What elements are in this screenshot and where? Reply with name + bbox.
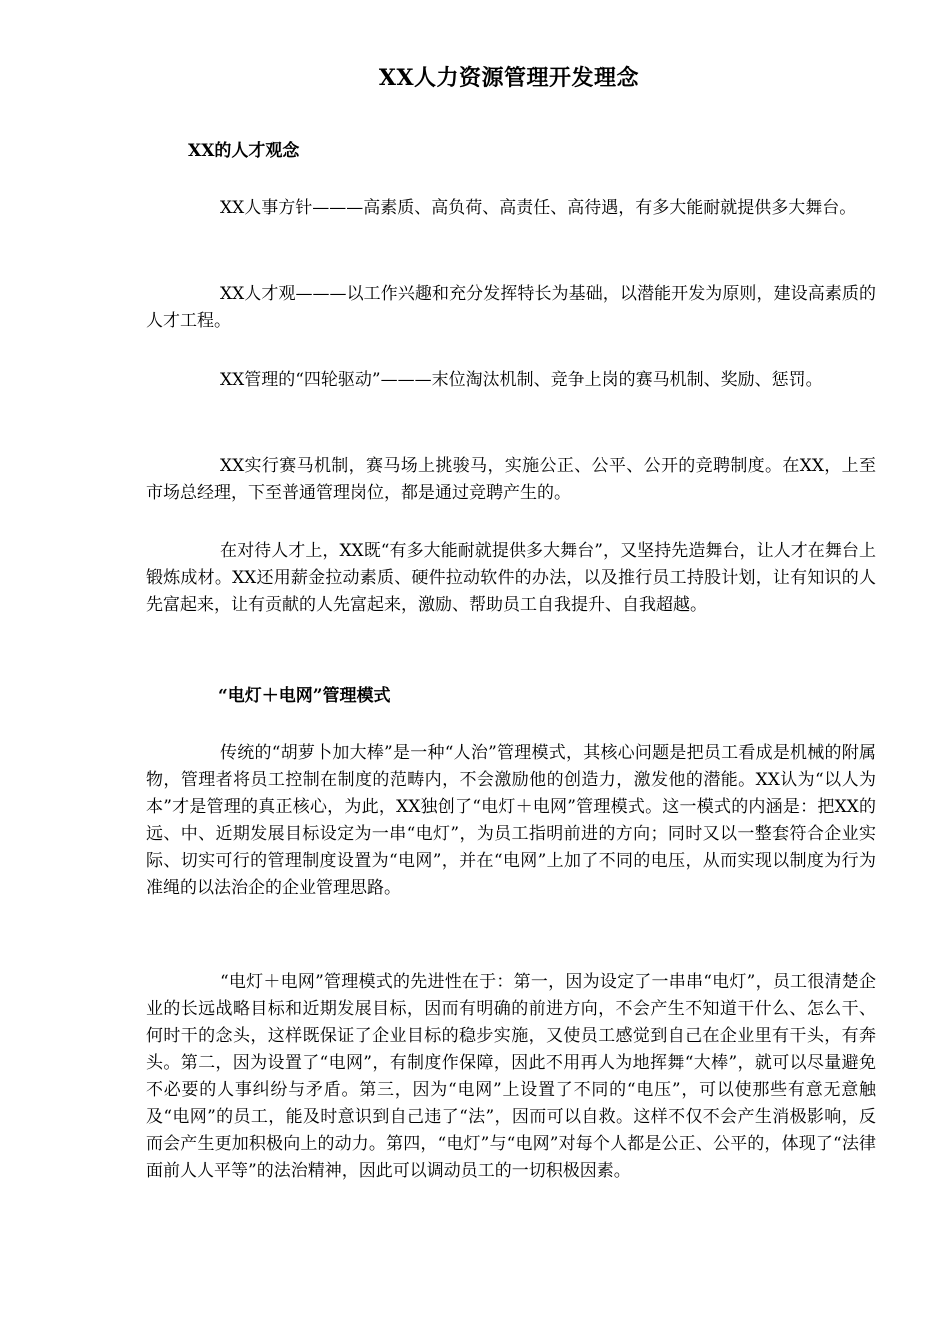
section-heading-lamp-grid-model: “电灯＋电网”管理模式	[218, 686, 391, 706]
paragraph: XX实行赛马机制，赛马场上挑骏马，实施公正、公平、公开的竞聘制度。在XX，上至市场总经理，下至普通管理岗位，都是通过竞聘产生的。	[146, 456, 876, 503]
paragraph: XX人事方针———高素质、高负荷、高责任、高待遇，有多大能耐就提供多大舞台。	[220, 198, 857, 218]
paragraph: 在对待人才上，XX既“有多大能耐就提供多大舞台”，又坚持先造舞台，让人才在舞台上锻炼成材。XX还用薪金拉动素质、硬件拉动软件的办法，以及推行员工持股计划，让有知识的人先富起来，让有贡献的人先富起来，激励、帮助员工自我提升、自我超越。	[146, 541, 876, 615]
paragraph: XX人才观———以工作兴趣和充分发挥特长为基础，以潜能开发为原则，建设高素质的人才工程。	[146, 284, 876, 331]
section-heading-talent-concept: XX的人才观念	[188, 141, 300, 161]
paragraph: 传统的“胡萝卜加大棒”是一种“人治”管理模式，其核心问题是把员工看成是机械的附属物，管理者将员工控制在制度的范畴内，不会激励他的创造力，激发他的潜能。XX认为“以人为本”才是管理的真正核心，为此，XX独创了“电灯＋电网”管理模式。这一模式的内涵是：把XX的远、中、近期发展目标设定为一串“电灯”，为员工指明前进的方向；同时又以一整套符合企业实际、切实可行的管理制度设置为“电网”，并在“电网”上加了不同的电压，从而实现以制度为行为准绳的以法治企的企业管理思路。	[146, 743, 876, 898]
document-title: XX人力资源管理开发理念	[378, 65, 640, 91]
paragraph: XX管理的“四轮驱动”———末位淘汰机制、竞争上岗的赛马机制、奖励、惩罚。	[220, 370, 823, 390]
paragraph: “电灯＋电网”管理模式的先进性在于：第一，因为设定了一串串“电灯”，员工很清楚企业的长远战略目标和近期发展目标，因而有明确的前进方向，不会产生不知道干什么、怎么干、何时干的念头，这样既保证了企业目标的稳步实施，又使员工感觉到自己在企业里有干头，有奔头。第二，因为设置了“电网”，有制度作保障，因此不用再人为地挥舞“大棒”，就可以尽量避免不必要的人事纠纷与矛盾。第三，因为“电网”上设置了不同的“电压”，可以使那些有意无意触及“电网”的员工，能及时意识到自己违了“法”，因而可以自救。这样不仅不会产生消极影响，反而会产生更加积极向上的动力。第四，“电灯”与“电网”对每个人都是公正、公平的，体现了“法律面前人人平等”的法治精神，因此可以调动员工的一切积极因素。	[146, 972, 876, 1181]
